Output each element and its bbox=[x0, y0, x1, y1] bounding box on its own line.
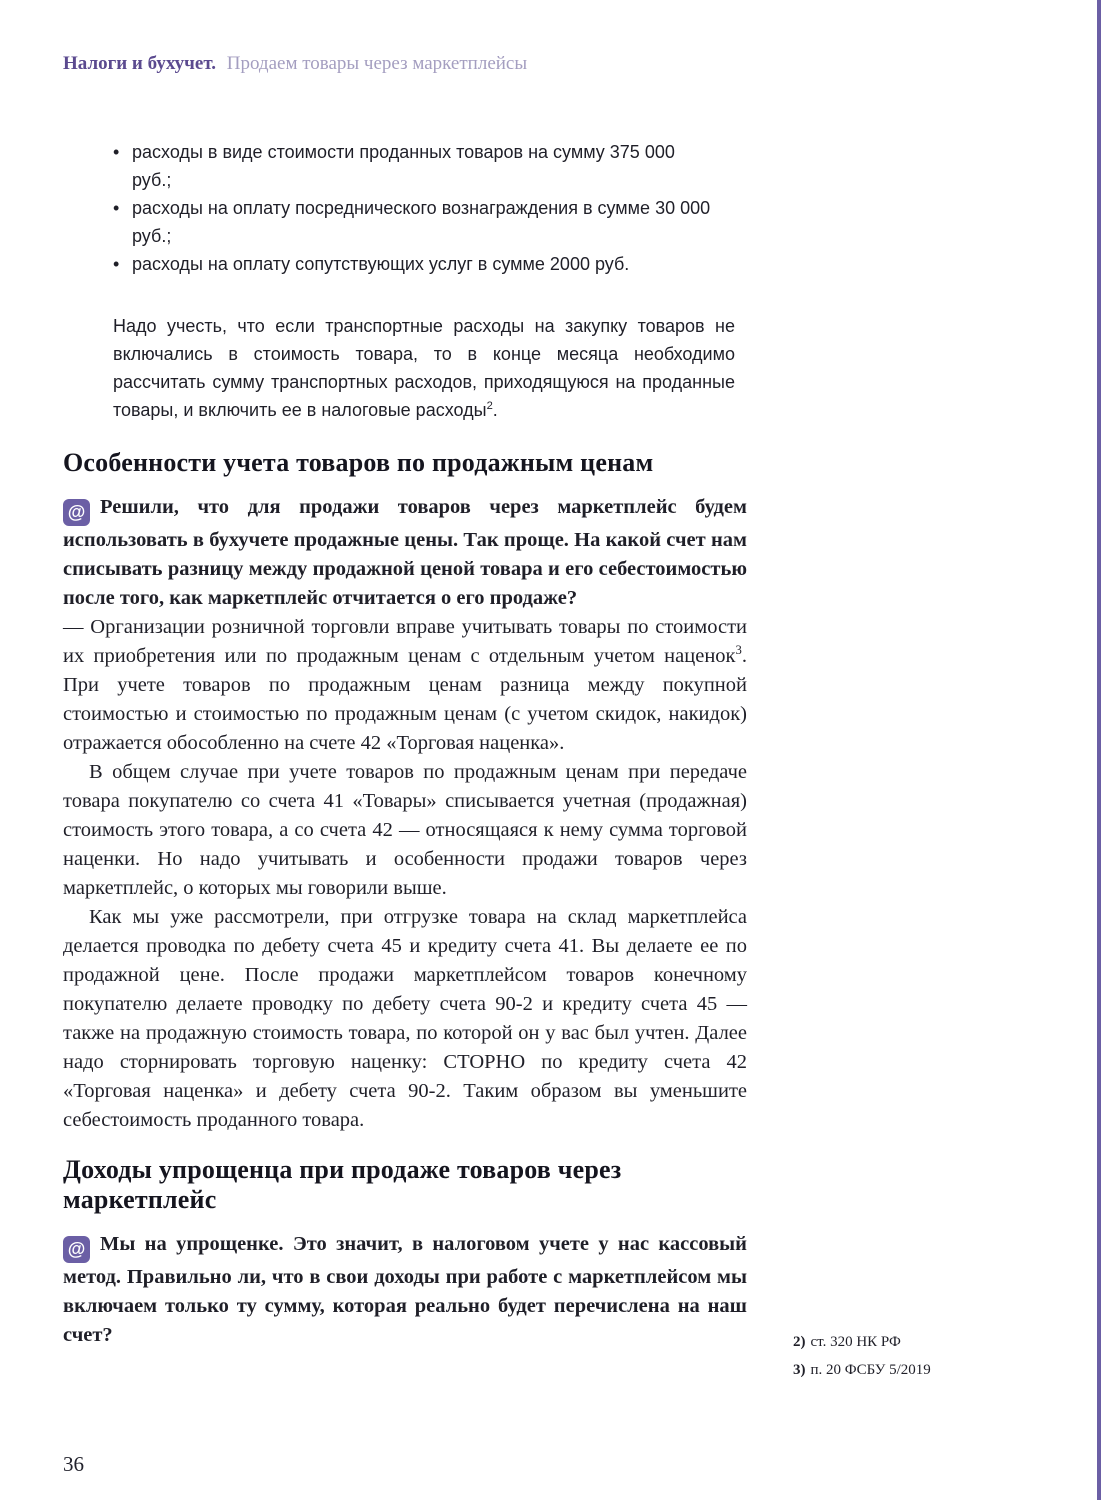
reader-question bbox=[63, 493, 747, 613]
note-text: Надо учесть, что если транспортные расходы на закупку товаров не включались в стоимость товара, то в конце месяца необходимо рассчитать сумму транспортных расходов, приходящуюся на проданные товары, и включить ее в налоговые расходы bbox=[113, 316, 735, 420]
running-head bbox=[63, 52, 747, 76]
answer-text: — Организации розничной торговли вправе учитывать товары по стоимости их приобретения или по продажным ценам с отдельным учетом наценок bbox=[63, 616, 747, 667]
list-item bbox=[113, 138, 713, 194]
bullet-icon: • bbox=[113, 198, 120, 218]
main-column bbox=[63, 0, 747, 1350]
footnote-text: п. 20 ФСБУ 5/2019 bbox=[810, 1362, 931, 1378]
section-heading-sales-prices: Особенности учета товаров по продажным ценам bbox=[63, 448, 654, 477]
bullet-text: расходы на оплату сопутствующих услуг в сумме 2000 руб. bbox=[132, 254, 630, 274]
answer-tail: . При учете товаров по продажным ценам разница между покупной стоимостью и стоимостью по продажным ценам (с учетом скидок, накидок) отражается обособленно на счете 42 «Торговая наценка». bbox=[63, 645, 747, 754]
footnote-number: 2) bbox=[793, 1334, 806, 1350]
running-head-subtitle: Продаем товары через маркетплейсы bbox=[226, 53, 528, 74]
running-head-title: Налоги и бухучет. bbox=[63, 53, 216, 74]
page-number: 36 bbox=[63, 1452, 84, 1476]
question-text: Решили, что для продажи товаров через маркетплейс будем использовать в бухучете продажные цены. Так проще. На какой счет нам списывать разницу между продажной ценой товара и его себестоимостью после того, как маркетплейс отчитается о его продаже? bbox=[63, 496, 747, 609]
reader-question-icon: @ bbox=[63, 1236, 90, 1263]
bullet-text: расходы в виде стоимости проданных товаров на сумму 375 000 руб.; bbox=[132, 142, 675, 190]
expense-bullet-list bbox=[113, 138, 713, 278]
question-text: Мы на упрощенке. Это значит, в налоговом учете у нас кассовый метод. Правильно ли, что в свои доходы при работе с маркетплейсом мы включаем только ту сумму, которая реально будет перечислена на наш счет? bbox=[63, 1233, 747, 1346]
note-paragraph bbox=[113, 312, 735, 424]
footnote-ref-2: 2 bbox=[486, 400, 493, 412]
bullet-text: расходы на оплату посреднического вознаграждения в сумме 30 000 руб.; bbox=[132, 198, 711, 246]
list-item bbox=[113, 250, 713, 278]
section-heading-simplified-tax: Доходы упрощенца при продаже товаров через маркетплейс bbox=[63, 1155, 622, 1214]
reader-question bbox=[63, 1230, 747, 1350]
answer-paragraph: В общем случае при учете товаров по продажным ценам при передаче товара покупателю со счета 41 «Товары» списывается учетная (продажная) стоимость этого товара, а со счета 42 — относящаяся к нему сумма торговой наценки. Но надо учитывать и особенности продажи товаров через маркетплейс, о которых мы говорили выше. bbox=[63, 761, 747, 899]
margin-footnotes bbox=[793, 1328, 1053, 1384]
footnote bbox=[793, 1328, 1053, 1356]
list-item bbox=[113, 194, 713, 250]
footnote-number: 3) bbox=[793, 1362, 806, 1378]
bullet-icon: • bbox=[113, 254, 120, 274]
footnote bbox=[793, 1356, 1053, 1384]
footnote-text: ст. 320 НК РФ bbox=[810, 1334, 901, 1350]
note-tail: . bbox=[492, 400, 498, 420]
answer-paragraph bbox=[63, 613, 747, 758]
page-edge-rule bbox=[1097, 0, 1101, 1500]
footnote-ref-3: 3 bbox=[735, 643, 742, 658]
answer-paragraph: Как мы уже рассмотрели, при отгрузке товара на склад маркетплейса делается проводка по дебету счета 45 и кредиту счета 41. Вы делаете ее по продажной цене. После продажи маркетплейсом товаров конечному покупателю делаете проводку по дебету счета 90-2 и кредиту счета 45 — также на продажную стоимость товара, по которой он у вас был учтен. Далее надо сторнировать торговую наценку: СТОРНО по кредиту счета 42 «Торговая наценка» и дебету счета 90-2. Таким образом вы уменьшите себестоимость проданного товара. bbox=[63, 906, 747, 1131]
reader-question-icon: @ bbox=[63, 499, 90, 526]
bullet-icon: • bbox=[113, 142, 120, 162]
